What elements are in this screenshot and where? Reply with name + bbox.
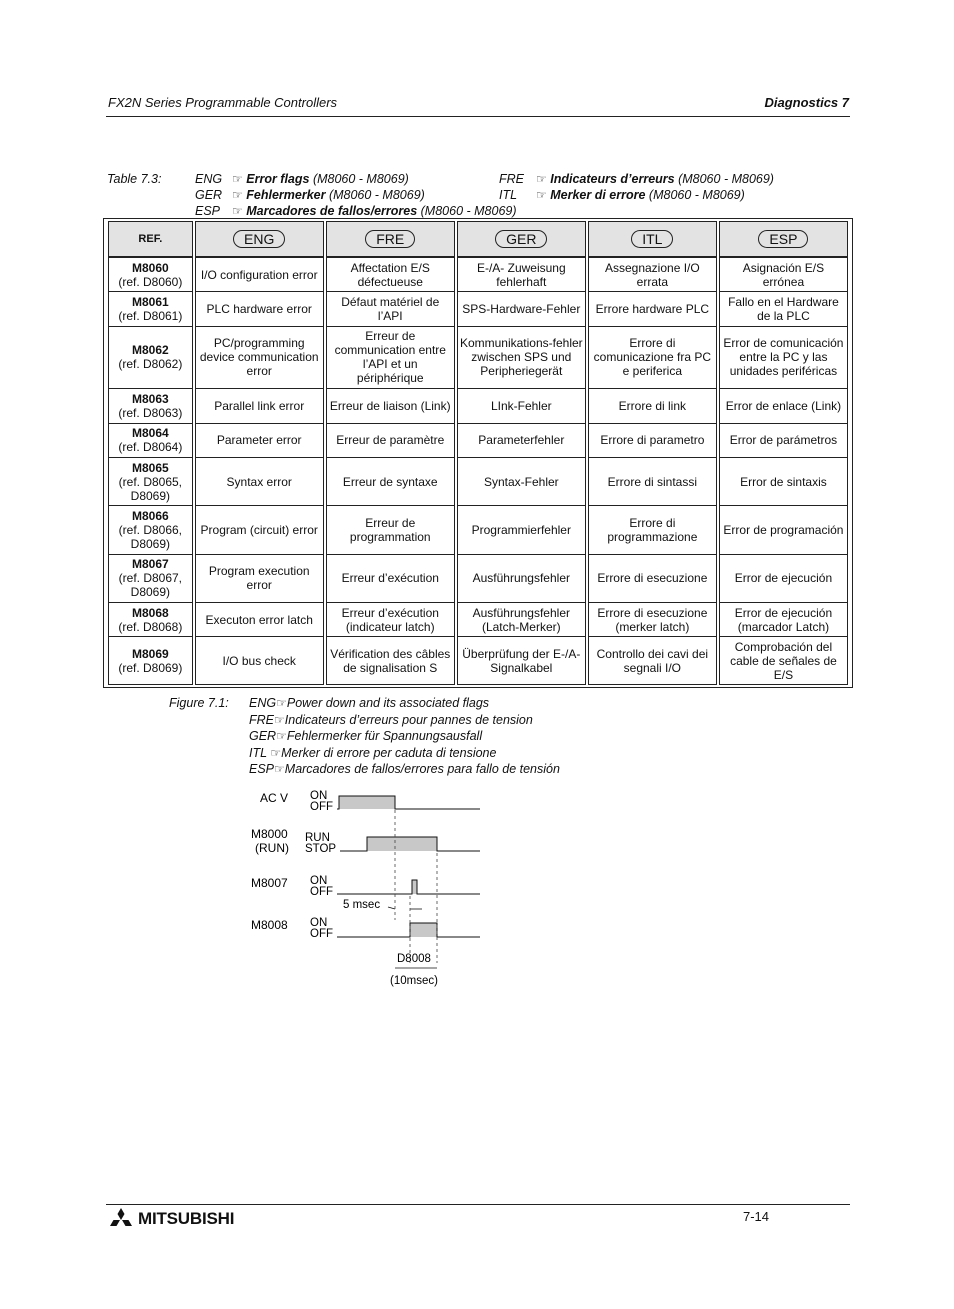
cell-esp: Error de comunicación entre la PC y las unidades periféricas <box>719 326 848 389</box>
cell-ger: E-/A- Zuweisung fehlerhaft <box>457 257 586 291</box>
header-itl <box>588 221 717 257</box>
cell-itl: Controllo dei cavi dei segnali I/O <box>588 636 717 685</box>
cell-ger: Ausführungsfehler <box>457 554 586 602</box>
cell-ger: LInk-Fehler <box>457 388 586 422</box>
table-row <box>108 554 848 602</box>
cell-fre: Erreur d’exécution (indicateur latch) <box>326 602 455 636</box>
table-caption-esp: ESP ☞ Marcadores de fallos/errores (M8060 - M8069) <box>195 204 517 218</box>
cell-ger: Ausführungsfehler (Latch-Merker) <box>457 602 586 636</box>
cell-fre: Erreur de syntaxe <box>326 457 455 505</box>
cell-eng: Program execution error <box>195 554 324 602</box>
table-row <box>108 602 848 636</box>
state-high-acv: ON <box>310 790 328 802</box>
cell-ger: Syntax-Fehler <box>457 457 586 505</box>
cell-esp: Comprobación del cable de señales de E/S <box>719 636 848 685</box>
delay-arrow-left <box>388 907 395 909</box>
cell-itl: Errore di esecuzione (merker latch) <box>588 602 717 636</box>
cell-eng: Parallel link error <box>195 388 324 422</box>
power-down-timing-diagram <box>240 780 500 995</box>
cell-ger: Parameterfehler <box>457 423 586 457</box>
state-low-m8000: STOP <box>305 843 337 855</box>
state-high-m8000: RUN <box>305 832 330 844</box>
lang-badge: ESP <box>758 230 808 248</box>
ref-cell: M8065 (ref. D8065, D8069) <box>108 457 193 505</box>
table-row <box>108 505 848 553</box>
lang-badge: ITL <box>631 230 673 248</box>
cell-fre: Vérification des câbles de signalisation S <box>326 636 455 685</box>
signal-sublabel-m8000: (RUN) <box>255 841 289 855</box>
hand-pointer-icon: ☞ <box>276 729 287 743</box>
cell-fre: Erreur de programmation <box>326 505 455 553</box>
register-label: D8008 <box>397 953 431 965</box>
cell-fre: Erreur de liaison (Link) <box>326 388 455 422</box>
figure-caption: Figure 7.1: ENG☞Power down and its associated flags FRE☞Indicateurs d’erreurs pour pannes de tension GER☞Fehlermerker für Spannungsausfall ITL ☞Merker di errore per caduta di tensione ESP☞Marcadores de fallos/errores para fallo de tensión <box>169 696 560 776</box>
cell-eng: PC/programming device communication error <box>195 326 324 389</box>
m8008-high-fill <box>410 923 437 937</box>
cell-itl: Errore di comunicazione fra PC e periferica <box>588 326 717 389</box>
hand-pointer-icon: ☞ <box>270 745 282 760</box>
header-eng <box>195 221 324 257</box>
cell-esp: Fallo en el Hardware de la PLC <box>719 291 848 325</box>
cell-fre: Défaut matériel de l’API <box>326 291 455 325</box>
cell-itl: Errore di sintassi <box>588 457 717 505</box>
ref-header: REF. <box>108 221 193 257</box>
cell-ger: SPS-Hardware-Fehler <box>457 291 586 325</box>
cell-esp: Asignación E/S errónea <box>719 257 848 291</box>
cell-eng: Syntax error <box>195 457 324 505</box>
hand-pointer-icon: ☞ <box>232 188 243 202</box>
hand-pointer-icon: ☞ <box>274 762 285 776</box>
hand-pointer-icon: ☞ <box>274 712 285 727</box>
m8007-pulse-fill <box>412 880 417 894</box>
m8008-waveform <box>337 923 480 937</box>
signal-label-m8000: M8000 <box>251 827 288 841</box>
ref-cell: M8062 (ref. D8062) <box>108 326 193 389</box>
table-row <box>108 423 848 457</box>
table-caption-label: Table 7.3: <box>107 172 162 186</box>
m8000-high-fill <box>367 837 437 851</box>
cell-ger: Überprüfung der E-/A- Signalkabel <box>457 636 586 685</box>
header-rule <box>106 116 850 117</box>
footer-rule <box>106 1204 850 1205</box>
lang-badge: FRE <box>365 230 415 248</box>
signal-label-acv: AC V <box>260 791 289 805</box>
table-row <box>108 457 848 505</box>
cell-itl: Errore di programmazione <box>588 505 717 553</box>
ref-cell: M8064 (ref. D8064) <box>108 423 193 457</box>
header-fre <box>326 221 455 257</box>
running-header-title: FX2N Series Programmable Controllers <box>108 95 338 110</box>
cell-ger: Kommunikations-fehler zwischen SPS und Peripheriegerät <box>457 326 586 389</box>
ref-cell: M8060 (ref. D8060) <box>108 257 193 291</box>
table-caption-eng: ENG ☞ Error flags (M8060 - M8069) <box>195 172 409 186</box>
cell-fre: Erreur d’exécution <box>326 554 455 602</box>
ref-cell: M8063 (ref. D8063) <box>108 388 193 422</box>
cell-eng: Executon error latch <box>195 602 324 636</box>
state-high-m8007: ON <box>310 875 328 887</box>
cell-eng: Program (circuit) error <box>195 505 324 553</box>
state-low-acv: OFF <box>310 801 333 813</box>
cell-fre: Erreur de communication entre l’API et un périphérique <box>326 326 455 389</box>
ref-cell: M8068 (ref. D8068) <box>108 602 193 636</box>
state-low-m8007: OFF <box>310 886 333 898</box>
ref-cell: M8067 (ref. D8067, D8069) <box>108 554 193 602</box>
cell-ger: Programmierfehler <box>457 505 586 553</box>
cell-esp: Error de sintaxis <box>719 457 848 505</box>
page-number: 7-14 <box>743 1209 770 1224</box>
table-row <box>108 636 848 685</box>
hand-pointer-icon: ☞ <box>536 188 547 202</box>
table-caption-ger: GER ☞ Fehlermerker (M8060 - M8069) <box>195 188 425 202</box>
running-header-chapter: Diagnostics 7 <box>764 95 849 110</box>
cell-itl: Errore di esecuzione <box>588 554 717 602</box>
lang-badge: GER <box>495 230 547 248</box>
table-caption-fre: FRE ☞ Indicateurs d’erreurs (M8060 - M8069) <box>499 172 774 186</box>
cell-itl: Errore hardware PLC <box>588 291 717 325</box>
hand-pointer-icon: ☞ <box>232 172 243 186</box>
cell-esp: Error de ejecución <box>719 554 848 602</box>
m8007-waveform <box>337 880 480 894</box>
brand-logo <box>108 1208 234 1230</box>
signal-label-m8007: M8007 <box>251 876 288 890</box>
cell-esp: Error de enlace (Link) <box>719 388 848 422</box>
header-esp <box>719 221 848 257</box>
error-flags-table-frame <box>103 218 853 688</box>
cell-esp: Error de programación <box>719 505 848 553</box>
table-row <box>108 257 848 291</box>
hand-pointer-icon: ☞ <box>276 696 287 710</box>
table-row <box>108 388 848 422</box>
cell-eng: I/O bus check <box>195 636 324 685</box>
error-flags-table <box>106 221 850 685</box>
lang-badge: ENG <box>233 230 285 248</box>
ref-cell: M8069 (ref. D8069) <box>108 636 193 685</box>
cell-fre: Erreur de paramètre <box>326 423 455 457</box>
register-unit: (10msec) <box>390 975 438 987</box>
cell-eng: Parameter error <box>195 423 324 457</box>
cell-esp: Error de parámetros <box>719 423 848 457</box>
cell-esp: Error de ejecución (marcador Latch) <box>719 602 848 636</box>
table-header-row <box>108 221 848 257</box>
ref-cell: M8061 (ref. D8061) <box>108 291 193 325</box>
brand-name: MITSUBISHI <box>138 1209 235 1228</box>
signal-label-m8008: M8008 <box>251 918 288 932</box>
table-caption-itl: ITL ☞ Merker di errore (M8060 - M8069) <box>499 188 745 202</box>
cell-itl: Errore di parametro <box>588 423 717 457</box>
cell-eng: PLC hardware error <box>195 291 324 325</box>
state-high-m8008: ON <box>310 917 328 929</box>
delay-label: 5 msec <box>343 899 381 911</box>
three-diamonds-icon <box>108 1208 134 1230</box>
ref-cell: M8066 (ref. D8066, D8069) <box>108 505 193 553</box>
hand-pointer-icon: ☞ <box>232 204 243 218</box>
table-row <box>108 291 848 325</box>
cell-eng: I/O configuration error <box>195 257 324 291</box>
state-low-m8008: OFF <box>310 928 333 940</box>
hand-pointer-icon: ☞ <box>536 172 547 186</box>
cell-itl: Assegnazione I/O errata <box>588 257 717 291</box>
table-row <box>108 326 848 389</box>
header-ger <box>457 221 586 257</box>
acv-high-fill <box>339 796 395 809</box>
cell-itl: Errore di link <box>588 388 717 422</box>
cell-fre: Affectation E/S défectueuse <box>326 257 455 291</box>
